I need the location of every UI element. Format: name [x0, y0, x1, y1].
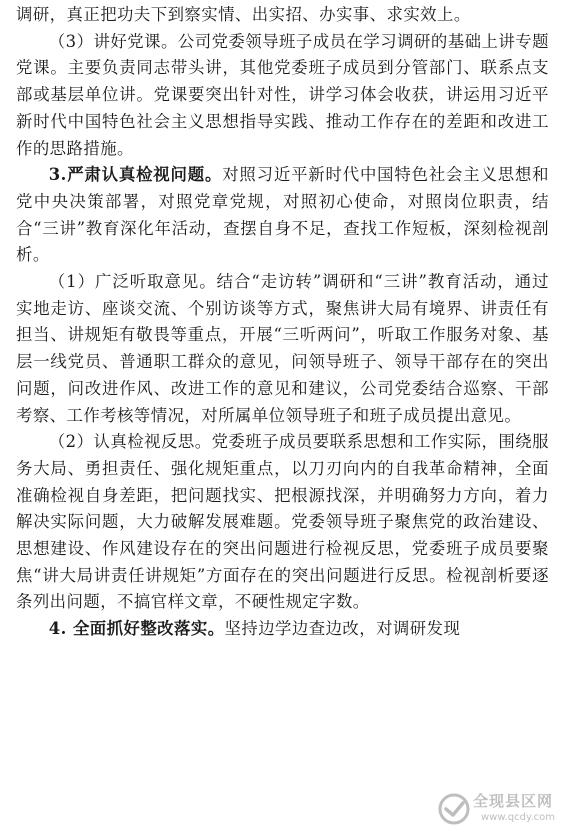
- section-body-rectification: 坚持边学边查边改，对调研发现: [224, 619, 461, 639]
- section-body-examine: 对照习近平新时代中国特色社会主义思想和党中央决策部署，对照党章党规，对照初心使命，对照岗位职责，结合“三讲”教育深化年活动，查摆自身不足，查找工作短板，深刻检视剖析。: [16, 165, 549, 265]
- watermark-url: www.qcdy.com: [481, 812, 556, 823]
- paragraph-solicit-opinions: （1）广泛听取意见。结合“走访转”调研和“三讲”教育活动，通过实地走访、座谈交流、个别访谈等方式，聚焦讲大局有境界、讲责任有担当、讲规矩有敬畏等重点，开展“三听两问”，听取工作服务对象、基层一线党员、普通职工群众的意见，问领导班子、领导干部存在的突出问题，问改进作风、改进工作的意见和建议，公司党委结合巡察、干部考察、工作考核等情况，对所属单位领导班子和班子成员提出意见。: [16, 272, 549, 425]
- paragraph-rectification: [16, 616, 549, 643]
- paragraph-self-examination: （2）认真检视反思。党委班子成员要联系思想和工作实际，围绕服务大局、勇担责任、强化规矩重点，以刀刃向内的自我革命精神，全面准确检视自身差距，把问题找实、把根源找深，并明确努力方向，着力解决实际问题，大力破解发展难题。党委领导班子聚焦党的政治建设、思想建设、作风建设存在的突出问题进行检视反思，党委班子成员要聚焦“讲大局讲责任讲规矩”方面存在的突出问题进行反思。检视剖析要逐条列出问题，不搞官样文章，不硬性规定字数。: [16, 432, 549, 612]
- section-heading-rectification: 4. 全面抓好整改落实。: [48, 619, 225, 639]
- watermark-title: 全现县区网: [473, 792, 554, 810]
- paragraph-party-lecture: （3）讲好党课。公司党委领导班子成员在学习调研的基础上讲专题党课。主要负责同志带头讲，其他党委班子成员到分管部门、联系点支部或基层单位讲。党课要突出针对性，讲学习体会收获，讲运用习近平新时代中国特色社会主义思想指导实践、推动工作存在的差距和改进工作的思路措施。: [16, 31, 549, 158]
- paragraph-continuation: 调研，真正把功夫下到察实情、出实招、办实事、求实效上。: [16, 5, 471, 24]
- section-heading-examine: 3.严肃认真检视问题。: [48, 165, 223, 185]
- paragraph-examine-problems: [16, 162, 549, 269]
